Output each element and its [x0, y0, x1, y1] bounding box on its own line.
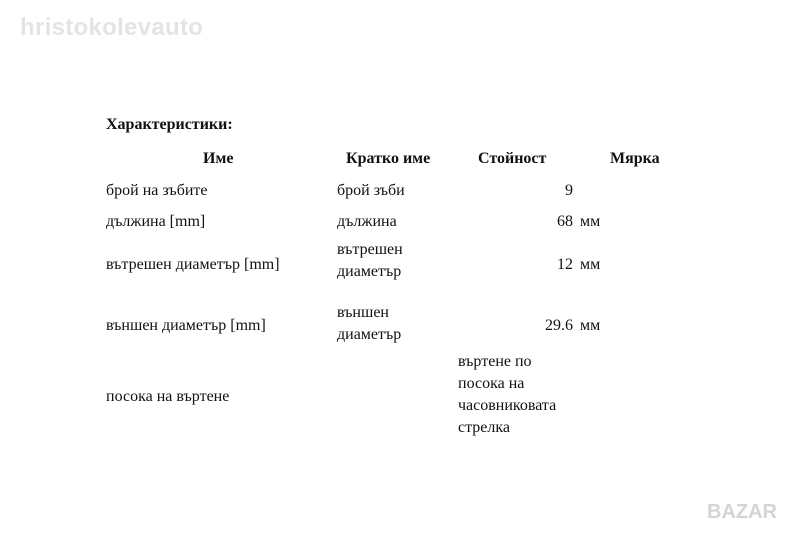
row-5-value-line-1: въртене по [458, 353, 532, 370]
row-2-value: 68 [557, 213, 573, 230]
row-5-value-line-2: посока на [458, 375, 525, 392]
row-1-value: 9 [565, 182, 573, 199]
row-5-value-line-3: часовниковата [458, 397, 557, 414]
bazar-logo-text: BAZAR [707, 501, 777, 523]
row-2-name: дължина [mm] [106, 213, 206, 230]
row-4-short-name [337, 302, 401, 346]
row-5-name: посока на въртене [106, 388, 230, 405]
row-2-short-name: дължина [337, 213, 397, 230]
section-title: Характеристики: [106, 116, 233, 133]
row-3-name: вътрешен диаметър [mm] [106, 256, 280, 273]
row-3-short-name [337, 239, 403, 283]
watermark-text: hristokolevauto [20, 14, 204, 41]
row-1-name: брой на зъбите [106, 182, 208, 199]
row-4-value: 29.6 [545, 317, 573, 334]
row-3-unit: мм [580, 256, 601, 273]
row-5-value-line-4: стрелка [458, 419, 511, 436]
row-1-short-name: брой зъби [337, 182, 405, 199]
row-5-value [458, 351, 556, 439]
header-value: Стойност [478, 150, 547, 167]
bazar-logo [692, 496, 792, 526]
header-unit: Мярка [610, 150, 660, 167]
row-3-short-name-line-1: вътрешен [337, 241, 403, 258]
row-4-name: външен диаметър [mm] [106, 317, 266, 334]
row-4-short-name-line-1: външен [337, 304, 389, 321]
row-3-short-name-line-2: диаметър [337, 263, 402, 280]
row-4-unit: мм [580, 317, 601, 334]
row-3-value: 12 [557, 256, 573, 273]
header-short-name: Кратко име [346, 150, 431, 167]
row-2-unit: мм [580, 213, 601, 230]
header-name: Име [203, 150, 234, 167]
row-4-short-name-line-2: диаметър [337, 326, 402, 343]
